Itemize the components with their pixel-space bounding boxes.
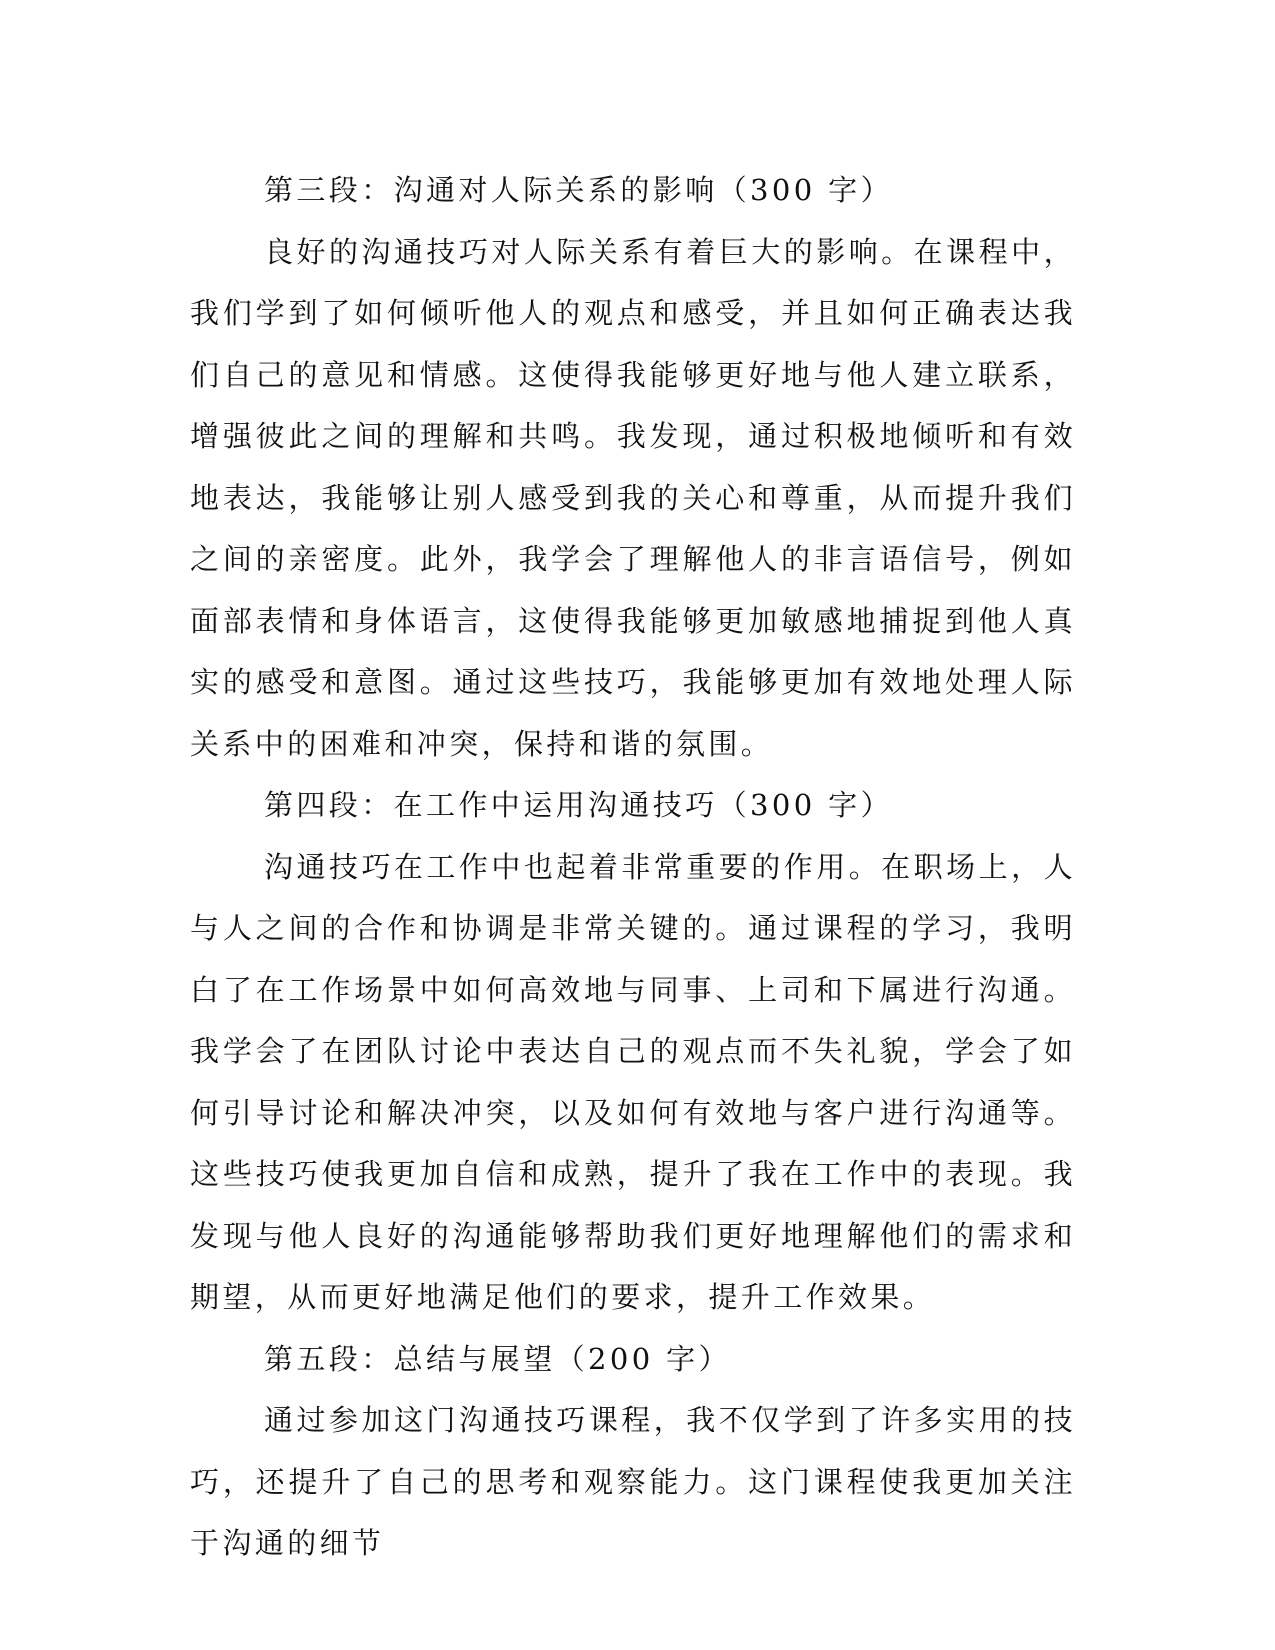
section-4-heading: 第四段：在工作中运用沟通技巧（300 字）	[264, 788, 893, 822]
section-5-paragraph: 通过参加这门沟通技巧课程，我不仅学到了许多实用的技巧，还提升了自己的思考和观察能力。这门课程使我更加关注于沟通的细节	[190, 1403, 1076, 1560]
section-3-heading: 第三段：沟通对人际关系的影响（300 字）	[264, 173, 893, 207]
section-4-paragraph: 沟通技巧在工作中也起着非常重要的作用。在职场上，人与人之间的合作和协调是非常关键的。通过课程的学习，我明白了在工作场景中如何高效地与同事、上司和下属进行沟通。我学会了在团队讨论中表达自己的观点而不失礼貌，学会了如何引导讨论和解决冲突，以及如何有效地与客户进行沟通等。这些技巧使我更加自信和成熟，提升了我在工作中的表现。我发现与他人良好的沟通能够帮助我们更好地理解他们的需求和期望，从而更好地满足他们的要求，提升工作效果。	[190, 849, 1076, 1314]
section-3-paragraph: 良好的沟通技巧对人际关系有着巨大的影响。在课程中，我们学到了如何倾听他人的观点和感受，并且如何正确表达我们自己的意见和情感。这使得我能够更好地与他人建立联系，增强彼此之间的理解和共鸣。我发现，通过积极地倾听和有效地表达，我能够让别人感受到我的关心和尊重，从而提升我们之间的亲密度。此外，我学会了理解他人的非言语信号，例如面部表情和身体语言，这使得我能够更加敏感地捕捉到他人真实的感受和意图。通过这些技巧，我能够更加有效地处理人际关系中的困难和冲突，保持和谐的氛围。	[190, 234, 1076, 761]
section-5-heading: 第五段：总结与展望（200 字）	[264, 1341, 731, 1376]
document-body	[190, 160, 1076, 1575]
